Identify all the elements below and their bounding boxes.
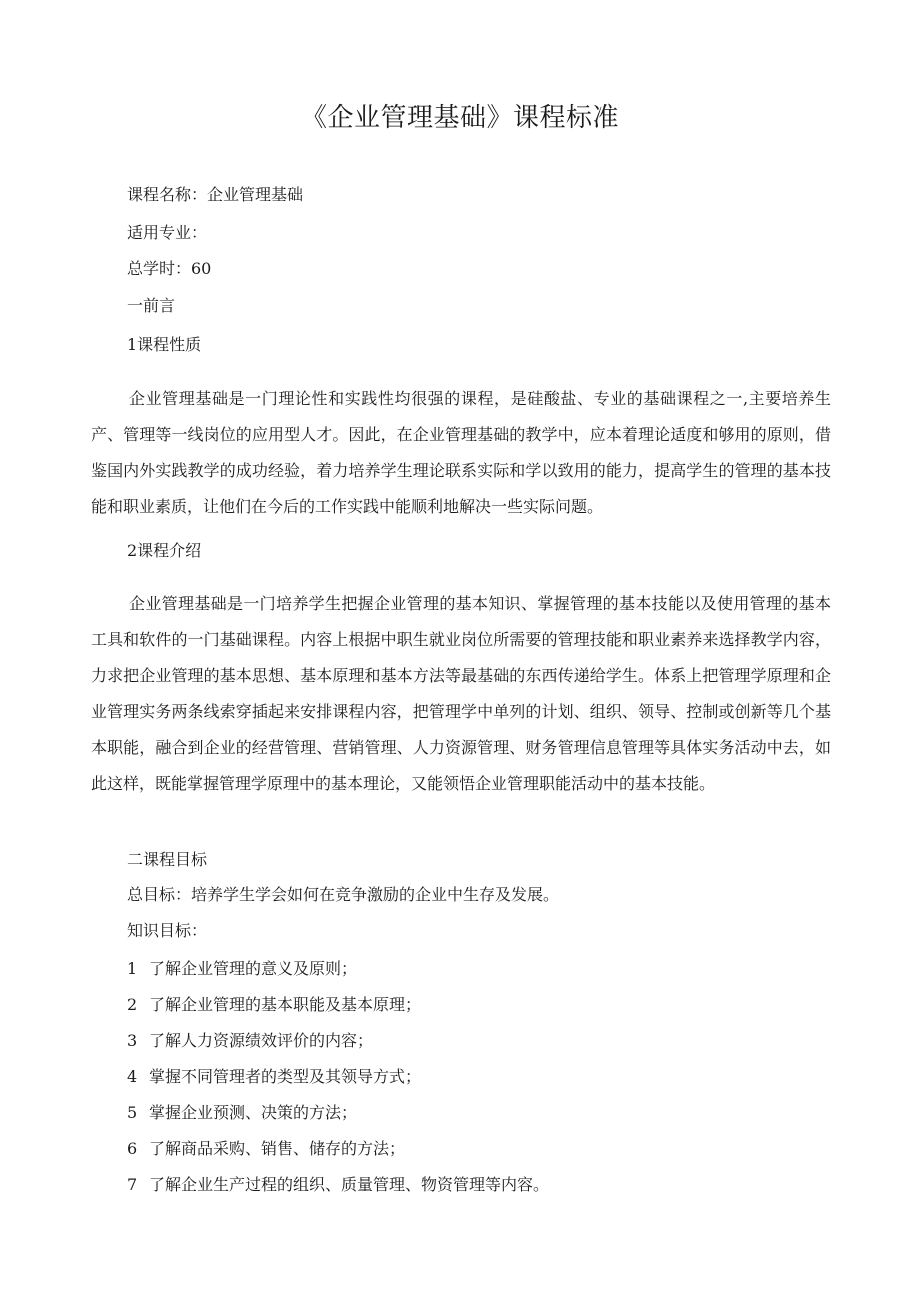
knowledge-item-number: 6	[127, 1139, 138, 1158]
overall-goal-line: 总目标：培养学生学会如何在竞争激励的企业中生存及发展。	[127, 885, 560, 904]
knowledge-item-number: 5	[127, 1103, 138, 1122]
knowledge-item-text: 掌握企业预测、决策的方法；	[149, 1103, 358, 1122]
document-title: 《企业管理基础》课程标准	[300, 103, 619, 133]
knowledge-item-text: 了解商品采购、销售、储存的方法；	[149, 1139, 406, 1158]
knowledge-item	[127, 1138, 405, 1160]
knowledge-item-text: 了解企业管理的意义及原则；	[149, 959, 358, 978]
knowledge-item	[127, 1030, 373, 1052]
knowledge-item-number: 2	[127, 995, 138, 1014]
subsection-nature-heading: 1课程性质	[127, 335, 202, 354]
subsection-intro-heading: 2课程介绍	[127, 541, 202, 560]
course-intro-paragraph: 企业管理基础是一门培养学生把握企业管理的基本知识、掌握管理的基本技能以及使用管理的基本工具和软件的一门基础课程。内容上根据中职生就业岗位所需要的管理技能和职业素养来选择教学内容，力求把企业管理的基本思想、基本原理和基本方法等最基础的东西传递给学生。体系上把管理学原理和企业管理实务两条线索穿插起来安排课程内容，把管理学中单列的计划、组织、领导、控制或创新等几个基本职能，融合到企业的经营管理、营销管理、人力资源管理、财务管理信息管理等具体实务活动中去，如此这样，既能掌握管理学原理中的基本理论，又能领悟企业管理职能活动中的基本技能。	[91, 594, 831, 793]
course-name-line: 课程名称：企业管理基础	[127, 185, 304, 204]
applicable-major-line: 适用专业：	[127, 223, 208, 242]
knowledge-item	[127, 1174, 549, 1196]
knowledge-item-text: 掌握不同管理者的类型及其领导方式；	[149, 1067, 422, 1086]
knowledge-item-number: 7	[127, 1175, 138, 1194]
section-one-heading: 一前言	[127, 296, 176, 315]
knowledge-item-number: 3	[127, 1031, 138, 1050]
knowledge-item-number: 1	[127, 959, 138, 978]
knowledge-item-text: 了解企业管理的基本职能及基本原理；	[149, 995, 422, 1014]
knowledge-item-number: 4	[127, 1067, 138, 1086]
knowledge-goal-heading: 知识目标：	[127, 921, 208, 940]
course-nature-paragraph: 企业管理基础是一门理论性和实践性均很强的课程，是硅酸盐、专业的基础课程之一,主要培养生产、管理等一线岗位的应用型人才。因此，在企业管理基础的教学中，应本着理论适度和够用的原则，借鉴国内外实践教学的成功经验，着力培养学生理论联系实际和学以致用的能力，提高学生的管理的基本技能和职业素质，让他们在今后的工作实践中能顺利地解决一些实际问题。	[91, 389, 831, 516]
total-hours-line: 总学时：60	[127, 259, 212, 278]
knowledge-item-text: 了解人力资源绩效评价的内容；	[149, 1031, 374, 1050]
knowledge-item	[127, 994, 421, 1016]
knowledge-item	[127, 958, 357, 980]
knowledge-item-text: 了解企业生产过程的组织、质量管理、物资管理等内容。	[149, 1175, 550, 1194]
knowledge-item	[127, 1102, 357, 1124]
knowledge-item	[127, 1066, 421, 1088]
section-two-heading: 二课程目标	[127, 850, 208, 869]
